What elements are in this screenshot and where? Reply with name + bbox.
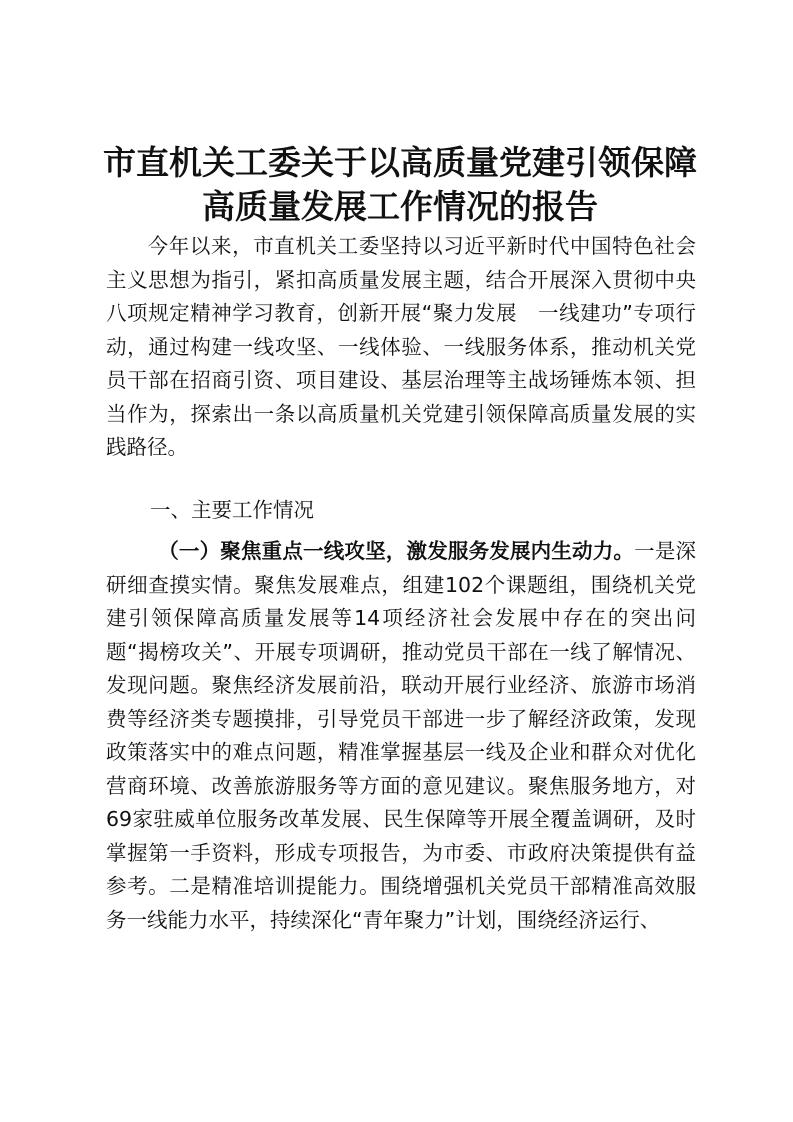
intro-paragraph (106, 230, 696, 465)
section-1-text: 一是深研细查摸实情。聚焦发展难点，组建102个课题组，围绕机关党建引领保障高质量发展等14项经济社会发展中存在的突出问题“揭榜攻关”、开展专项调研，推动党员干部在一线了解情况、发现问题。聚焦经济发展前沿，联动开展行业经济、旅游市场消费等经济类专题摸排，引导党员干部进一步了解经济政策，发现政策落实中的难点问题，精准掌握基层一线及企业和群众对优化营商环境、改善旅游服务等方面的意见建议。聚焦服务地方，对69家驻威单位服务改革发展、民生保障等开展全覆盖调研，及时掌握第一手资料，形成专项报告，为市委、市政府决策提供有益参考。二是精准培训提能力。围绕增强机关党员干部精准高效服务一线能力水平，持续深化“青年聚力”计划，围绕经济运行、 (106, 539, 697, 932)
intro-text: 今年以来，市直机关工委坚持以习近平新时代中国特色社会主义思想为指引，紧扣高质量发展主题，结合开展深入贯彻中央八项规定精神学习教育，创新开展“聚力发展 一线建功”专项行动，通过构建一线攻坚、一线体验、一线服务体系，推动机关党员干部在招商引资、项目建设、基层治理等主战场锤炼本领、担当作为，探索出一条以高质量机关党建引领保障高质量发展的实践路径。 (106, 234, 696, 459)
section-1-paragraph (106, 535, 696, 937)
document-title: 市直机关工委关于以高质量党建引领保障高质量发展工作情况的报告 (103, 143, 697, 226)
section-1-lead: （一）聚焦重点一线攻坚，激发服务发展内生动力。 (158, 539, 635, 563)
section-heading: 一、主要工作情况 (150, 498, 314, 522)
